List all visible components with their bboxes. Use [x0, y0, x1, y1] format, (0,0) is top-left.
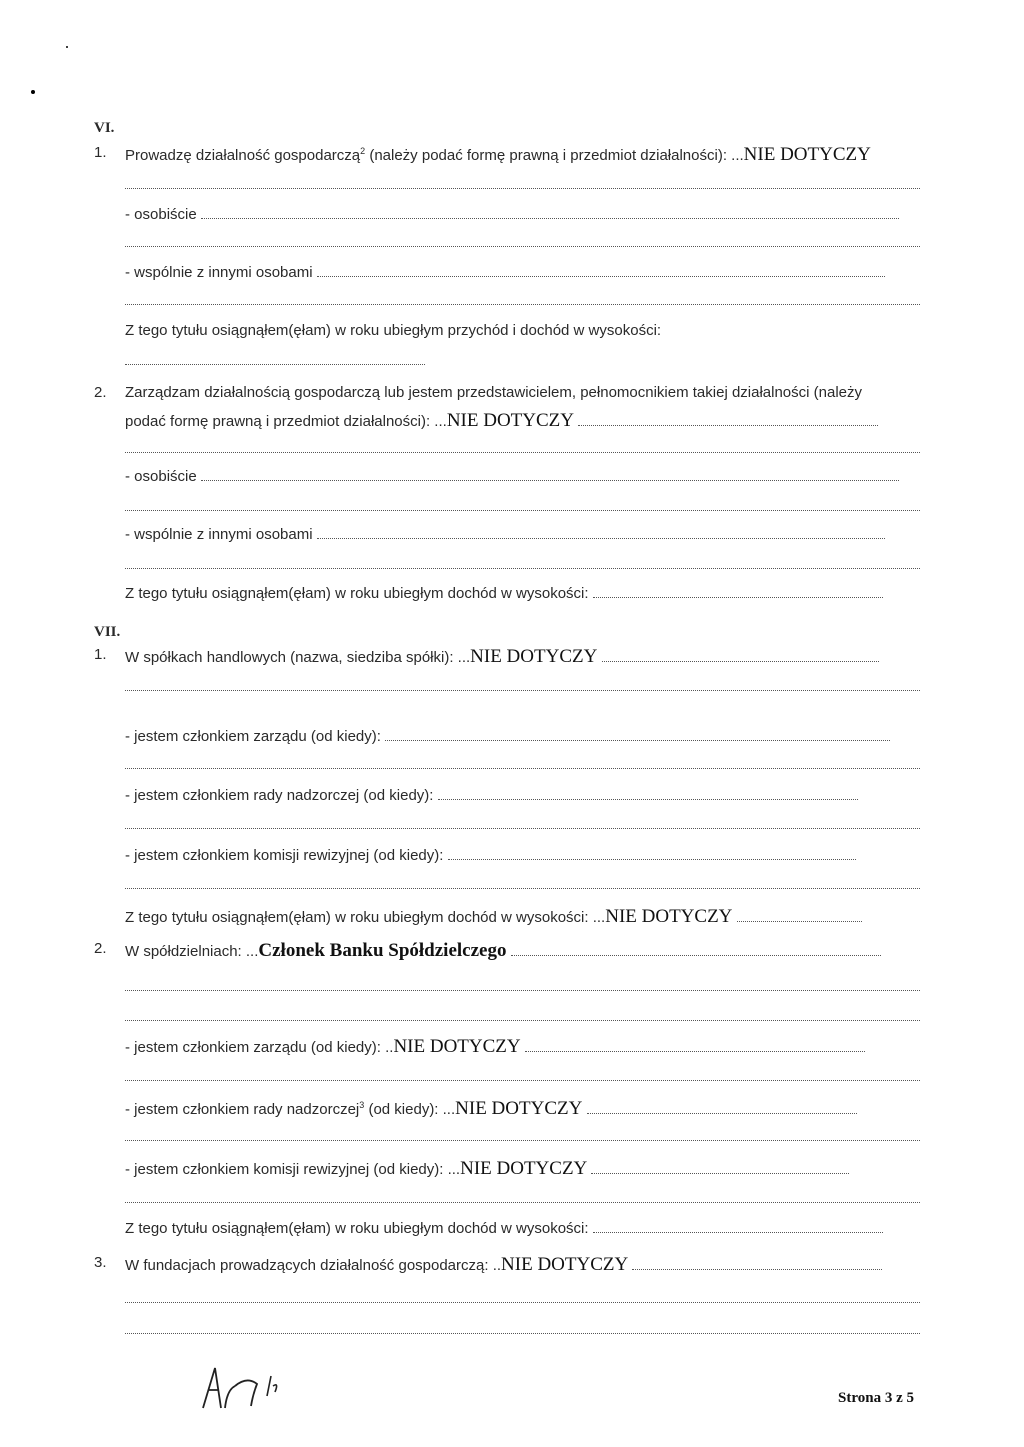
board-row: - jestem członkiem zarządu (od kiedy): — [125, 728, 890, 745]
dotted-line — [125, 452, 920, 453]
item-number: 2. — [94, 940, 107, 957]
dotted-fill — [593, 1232, 883, 1233]
dotted-line — [125, 510, 920, 511]
section-6-heading: VI. — [94, 120, 115, 136]
dotted-line — [125, 568, 920, 569]
dotted-line — [125, 690, 920, 691]
answer-value: NIE DOTYCZY — [501, 1254, 629, 1275]
dotted-fill — [602, 661, 879, 662]
answer-value: NIE DOTYCZY — [393, 1036, 521, 1057]
dotted-fill — [511, 955, 881, 956]
dotted-fill — [438, 799, 858, 800]
footnote-marker: 2 — [360, 146, 366, 156]
income-row: Z tego tytułu osiągnąłem(ęłam) w roku ubiegłym dochód w wysokości: — [125, 585, 883, 602]
audit-row: - jestem członkiem komisji rewizyjnej (od kiedy): ...NIE DOTYCZY — [125, 1158, 849, 1180]
dotted-fill — [317, 276, 885, 277]
audit-row: - jestem członkiem komisji rewizyjnej (od kiedy): — [125, 847, 856, 864]
income-row: Z tego tytułu osiągnąłem(ęłam) w roku ubiegłym przychód i dochód w wysokości: — [125, 322, 662, 339]
dotted-fill — [578, 425, 878, 426]
section-7-item-3-text: W fundacjach prowadzących działalność gospodarczą: ..NIE DOTYCZY — [125, 1254, 882, 1276]
dotted-fill — [525, 1051, 865, 1052]
dotted-fill — [448, 859, 856, 860]
joint-row: - wspólnie z innymi osobami — [125, 264, 885, 281]
dotted-line — [125, 1202, 920, 1203]
board-row: - jestem członkiem zarządu (od kiedy): ..NIE DOTYCZY — [125, 1036, 865, 1058]
dotted-fill — [593, 597, 883, 598]
item-number: 1. — [94, 144, 107, 161]
dotted-line — [125, 768, 920, 769]
section-6-item-2-text-line2: podać formę prawną i przedmiot działalności): ...NIE DOTYCZY — [125, 410, 878, 432]
answer-value: NIE DOTYCZY — [470, 646, 598, 667]
section-7-item-1-text: W spółkach handlowych (nazwa, siedziba spółki): ...NIE DOTYCZY — [125, 646, 879, 668]
section-6-item-1-text: Prowadzę działalność gospodarczą$^2$ (należy podać formę prawną i przedmiot działalności): ...NIE DOTYCZY — [125, 144, 871, 165]
dotted-line — [125, 1302, 920, 1303]
dotted-line — [125, 1140, 920, 1141]
item-number: 3. — [94, 1254, 107, 1271]
answer-value: NIE DOTYCZY — [446, 410, 574, 431]
item-number: 1. — [94, 646, 107, 663]
dotted-fill — [591, 1173, 849, 1174]
section-7-heading: VII. — [94, 624, 121, 640]
scan-speck — [31, 90, 35, 94]
income-row: Z tego tytułu osiągnąłem(ęłam) w roku ubiegłym dochód w wysokości: — [125, 1220, 883, 1237]
dotted-line — [125, 364, 425, 365]
dotted-fill — [587, 1113, 857, 1114]
dotted-line — [125, 188, 920, 189]
personal-row: - osobiście — [125, 468, 899, 485]
dotted-fill — [201, 480, 899, 481]
scan-speck — [66, 46, 68, 48]
dotted-fill — [737, 921, 862, 922]
answer-value: Członek Banku Spółdzielczego — [258, 940, 507, 961]
answer-value: NIE DOTYCZY — [743, 144, 871, 165]
dotted-fill — [385, 740, 890, 741]
dotted-line — [125, 828, 920, 829]
dotted-line — [125, 1333, 920, 1334]
supervisory-row: - jestem członkiem rady nadzorczej$^3$ (od kiedy): ...NIE DOTYCZY — [125, 1098, 857, 1120]
page-number: Strona 3 z 5 — [838, 1390, 914, 1406]
answer-value: NIE DOTYCZY — [605, 906, 733, 927]
footnote-marker: 3 — [359, 1100, 365, 1110]
income-row: Z tego tytułu osiągnąłem(ęłam) w roku ubiegłym dochód w wysokości: ...NIE DOTYCZY — [125, 906, 862, 928]
dotted-fill — [632, 1269, 882, 1270]
dotted-line — [125, 1020, 920, 1021]
signature-scribble — [195, 1360, 295, 1416]
dotted-fill — [201, 218, 899, 219]
supervisory-row: - jestem członkiem rady nadzorczej (od kiedy): — [125, 787, 858, 804]
dotted-line — [125, 888, 920, 889]
item-number: 2. — [94, 384, 107, 401]
dotted-line — [125, 246, 920, 247]
dotted-line — [125, 304, 920, 305]
section-6-item-2-text-line1: Zarządzam działalnością gospodarczą lub jestem przedstawicielem, pełnomocnikiem takiej działalności (należy — [125, 384, 863, 401]
dotted-fill — [317, 538, 885, 539]
answer-value: NIE DOTYCZY — [460, 1158, 588, 1179]
personal-row: - osobiście — [125, 206, 899, 223]
dotted-line — [125, 990, 920, 991]
answer-value: NIE DOTYCZY — [455, 1098, 583, 1119]
section-7-item-2-text: W spółdzielniach: ...Członek Banku Spółdzielczego — [125, 940, 881, 962]
joint-row: - wspólnie z innymi osobami — [125, 526, 885, 543]
dotted-line — [125, 1080, 920, 1081]
